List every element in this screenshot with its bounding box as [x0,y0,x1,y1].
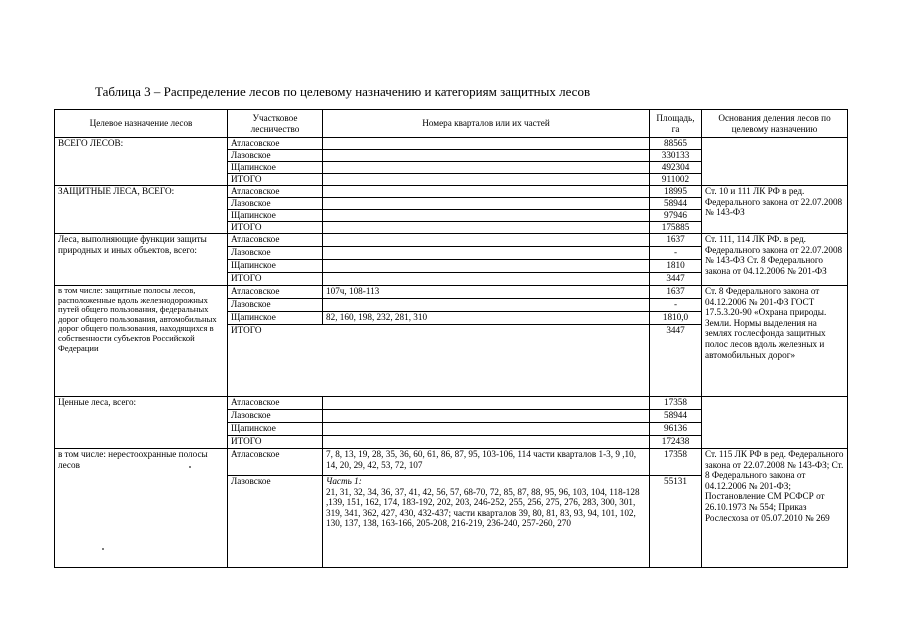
area-cell: 1637 [650,234,702,247]
forest-distribution-table [54,109,848,568]
quarters-cell [323,198,650,210]
header-forestry: Участковое лесничество [228,110,323,138]
forestry-name: Атласовское [228,138,323,150]
basis-cell: Ст. 10 и 111 ЛК РФ в ред. Федерального закона от 22.07.2008 № 143-ФЗ [702,186,848,234]
forestry-name: Щапинское [228,423,323,436]
purpose-valuable: Ценные леса, всего: [55,397,228,449]
header-purpose: Целевое назначение лесов [55,110,228,138]
quarters-cell: 107ч, 108-113 [323,286,650,299]
area-cell: 330133 [650,150,702,162]
purpose-total: ВСЕГО ЛЕСОВ: [55,138,228,186]
quarters-cell [323,234,650,247]
area-cell: 55131 [650,476,702,568]
quarters-cell: 82, 160, 198, 232, 281, 310 [323,312,650,325]
scan-speck [102,548,104,550]
area-cell: 1810,0 [650,312,702,325]
itogo-area: 911002 [650,174,702,186]
part-label: Часть 1: [326,476,362,486]
itogo-label: ИТОГО [228,436,323,449]
forestry-name: Щапинское [228,210,323,222]
forestry-name: Лазовское [228,299,323,312]
scan-speck [189,466,191,468]
itogo-area: 175885 [650,222,702,234]
itogo-label: ИТОГО [228,273,323,286]
forestry-name: Атласовское [228,186,323,198]
forestry-name: Щапинское [228,312,323,325]
area-cell: 17358 [650,397,702,410]
forestry-name: Лазовское [228,198,323,210]
area-cell: 58944 [650,410,702,423]
quarters-cell [323,186,650,198]
table-row [55,186,848,198]
quarters-cell [323,174,650,186]
forestry-name: Лазовское [228,150,323,162]
basis-cell [702,397,848,449]
quarters-cell [323,423,650,436]
header-quarters: Номера кварталов или их частей [323,110,650,138]
quarters-cell [323,410,650,423]
quarters-cell [323,247,650,260]
itogo-label: ИТОГО [228,222,323,234]
forestry-name: Лазовское [228,476,323,568]
itogo-area: 3447 [650,325,702,397]
header-area: Площадь, га [650,110,702,138]
table-row [55,449,848,476]
itogo-label: ИТОГО [228,174,323,186]
area-cell: 1637 [650,286,702,299]
quarters-cell [323,162,650,174]
area-cell: 1810 [650,260,702,273]
quarters-cell [323,138,650,150]
quarters-cell [323,150,650,162]
area-cell: 97946 [650,210,702,222]
forestry-name: Лазовское [228,247,323,260]
quarters-cell [323,436,650,449]
table-row [55,397,848,410]
purpose-nature: Леса, выполняющие функции защиты природных и иных объектов, всего: [55,234,228,286]
header-row [55,110,848,138]
basis-cell: Ст. 115 ЛК РФ в ред. Федерального закона от 22.07.2008 № 143-ФЗ; Ст. 8 Федерального закона от 04.12.2006 № 201-ФЗ; Постановление СМ РСФСР от 26.10.1973 № 554; Приказ Рослесхоза от 05.07.2010 № 269 [702,449,848,568]
basis-cell: Ст. 8 Федерального закона от 04.12.2006 № 201-ФЗ ГОСТ 17.5.3.20-90 «Охрана природы. Земли. Нормы выделения на землях гослесфонда защитных полос лесов вдоль железных и автомобильных дорог» [702,286,848,397]
quarters-cell [323,397,650,410]
area-cell: - [650,247,702,260]
area-cell: 88565 [650,138,702,150]
purpose-protective: ЗАЩИТНЫЕ ЛЕСА, ВСЕГО: [55,186,228,234]
area-cell: 96136 [650,423,702,436]
itogo-area: 172438 [650,436,702,449]
quarters-cell [323,299,650,312]
quarters-cell [323,260,650,273]
itogo-area: 3447 [650,273,702,286]
table-row [55,138,848,150]
quarters-cell [323,222,650,234]
table-row [55,234,848,247]
forestry-name: Атласовское [228,234,323,247]
basis-cell: Ст. 111, 114 ЛК РФ. в ред. Федерального закона от 22.07.2008 № 143-ФЗ Ст. 8 Федерального закона от 04.12.2006 № 201-ФЗ [702,234,848,286]
forestry-name: Лазовское [228,410,323,423]
forestry-name: Щапинское [228,162,323,174]
forestry-name: Атласовское [228,449,323,476]
area-cell: 17358 [650,449,702,476]
quarters-list: 21, 31, 32, 34, 36, 37, 41, 42, 56, 57, 68-70, 72, 85, 87, 88, 95, 96, 103, 104, 118-128 ,139, 151, 162, 174, 183-192, 202, 203, 246-252, 255, 256, 275, 276, 283, 300, 301, 319, 341, 362, 427, 430, 432-437; части кварталов 39, 80, 81, 83, 93, 94, 101, 102, 130, 137, 138, 163-166, 205-208, 216-219, 236-240, 257-260, 270 [326,486,640,529]
quarters-cell [323,273,650,286]
area-cell: - [650,299,702,312]
quarters-cell [323,476,650,568]
table-title: Таблица 3 – Распределение лесов по целевому назначению и категориям защитных лесов [95,84,591,99]
purpose-spawning: в том числе: нерестоохранные полосы лесов [55,449,228,568]
quarters-cell [323,210,650,222]
header-basis: Основания деления лесов по целевому назначению [702,110,848,138]
area-cell: 58944 [650,198,702,210]
basis-cell [702,138,848,186]
quarters-cell: 7, 8, 13, 19, 28, 35, 36, 60, 61, 86, 87, 95, 103-106, 114 части кварталов 1-3, 9 ,10, 14, 20, 29, 42, 53, 72, 107 [323,449,650,476]
forestry-name: Щапинское [228,260,323,273]
table-row [55,286,848,299]
area-cell: 18995 [650,186,702,198]
area-cell: 492304 [650,162,702,174]
itogo-label: ИТОГО [228,325,650,397]
purpose-roads: в том числе: защитные полосы лесов, расположенные вдоль железнодорожных путей общего пользования, федеральных дорог общего пользования, автомобильных дорог общего пользования, находящихся в собственности субъектов Российской Федерации [55,286,228,397]
forestry-name: Атласовское [228,286,323,299]
forestry-name: Атласовское [228,397,323,410]
